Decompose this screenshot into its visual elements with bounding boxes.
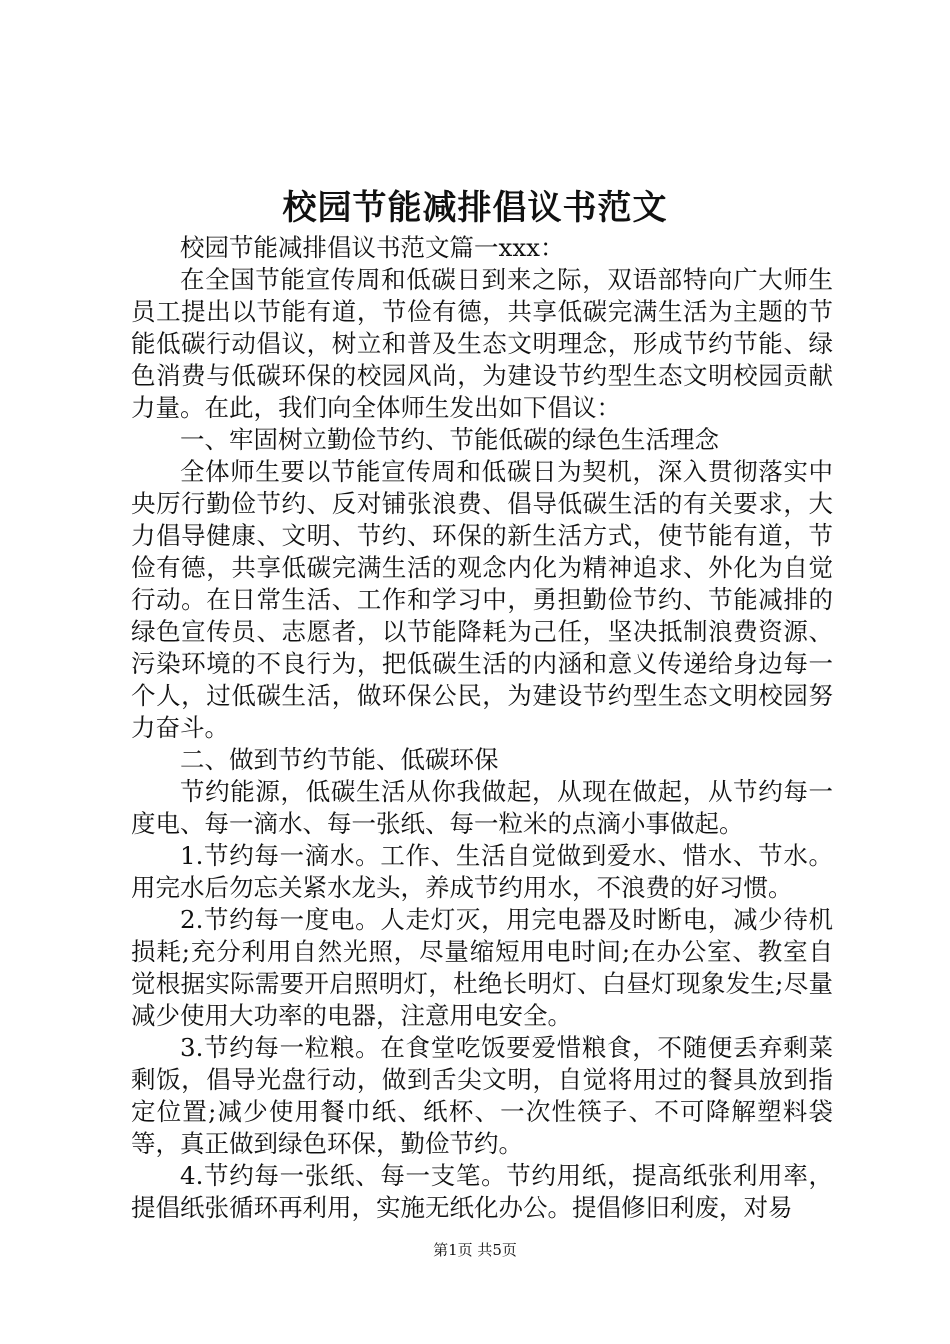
list-item-food: 3.节约每一粒粮。在食堂吃饭要爱惜粮食，不随便丢弃剩菜剩饭，倡导光盘行动，做到舌尖文明，自觉将用过的餐具放到指定位置;减少使用餐巾纸、纸杯、一次性筷子、不可降解塑料袋等，真正做到绿色环保，勤俭节约。	[131, 1033, 833, 1158]
section-2-intro-paragraph: 节约能源，低碳生活从你我做起，从现在做起，从节约每一度电、每一滴水、每一张纸、每一粒米的点滴小事做起。	[131, 777, 833, 838]
list-item-paper: 4.节约每一张纸、每一支笔。节约用纸，提高纸张利用率，提倡纸张循环再利用，实施无纸化办公。提倡修旧利废，对易	[131, 1161, 833, 1222]
page-footer: 第1页 共5页	[433, 1241, 517, 1259]
section-1-paragraph: 全体师生要以节能宣传周和低碳日为契机，深入贯彻落实中央厉行勤俭节约、反对铺张浪费、倡导低碳生活的有关要求，大力倡导健康、文明、节约、环保的新生活方式，使节能有道，节俭有德，共享低碳完满生活的观念内化为精神追求、外化为自觉行动。在日常生活、工作和学习中，勇担勤俭节约、节能减排的绿色宣传员、志愿者，以节能降耗为己任，坚决抵制浪费资源、污染环境的不良行为，把低碳生活的内涵和意义传递给身边每一个人，过低碳生活，做环保公民，为建设节约型生态文明校园努力奋斗。	[131, 457, 833, 742]
intro-paragraph: 在全国节能宣传周和低碳日到来之际，双语部特向广大师生员工提出以节能有道，节俭有德，共享低碳完满生活为主题的节能低碳行动倡议，树立和普及生态文明理念，形成节约节能、绿色消费与低碳环保的校园风尚，为建设节约型生态文明校园贡献力量。在此，我们向全体师生发出如下倡议：	[131, 265, 833, 422]
section-heading-2: 二、做到节约节能、低碳环保	[180, 745, 499, 774]
document-title: 校园节能减排倡议书范文	[282, 188, 668, 228]
section-heading-1: 一、牢固树立勤俭节约、节能低碳的绿色生活理念	[180, 425, 719, 454]
list-item-electricity: 2.节约每一度电。人走灯灭，用完电器及时断电，减少待机损耗;充分利用自然光照，尽量缩短用电时间;在办公室、教室自觉根据实际需要开启照明灯，杜绝长明灯、白昼灯现象发生;尽量减少使用大功率的电器，注意用电安全。	[131, 905, 833, 1030]
document-body	[131, 232, 833, 1224]
greeting-paragraph: 校园节能减排倡议书范文篇一xxx：	[180, 233, 565, 262]
list-item-water: 1.节约每一滴水。工作、生活自觉做到爱水、惜水、节水。用完水后勿忘关紧水龙头，养成节约用水，不浪费的好习惯。	[131, 841, 833, 902]
